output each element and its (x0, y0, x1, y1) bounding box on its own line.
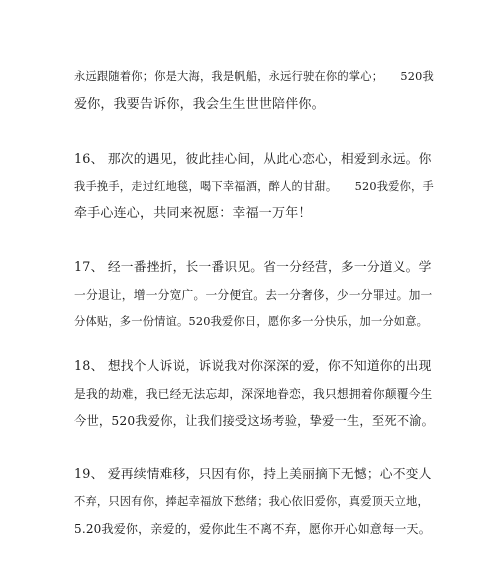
p2-line-1: 一分退让，增一分宽广。一分便宜。去一分奢侈，少一分罪过。加一 (74, 288, 433, 302)
p1-line-1: 我手挽手，走过红地毯，喝下幸福酒，醉人的甘甜。 520我爱你，手 (74, 180, 434, 193)
p0-line-0: 永远跟随着你；你是大海，我是帆船，永远行驶在你的掌心； 520我 (74, 70, 434, 83)
p3-line-1: 是我的劫难，我已经无法忘却，深深地眷恋，我只想拥着你颠覆今生 (74, 387, 433, 401)
p1-line-2: 牵手心连心，共同来祝愿：幸福一万年！ (74, 206, 312, 221)
p2-line-0: 17、 经一番挫折，长一番识见。省一分经营，多一分道义。学 (74, 260, 432, 275)
p4-line-0: 19、 爱再续情难移，只因有你，持上美丽摘下无憾；心不变人 (74, 467, 432, 482)
p1-line-0: 16、 那次的遇见，彼此挂心间，从此心恋心，相爱到永远。你 (74, 152, 432, 167)
p2-line-2: 分体贴，多一份情谊。520我爱你日，愿你多一分快乐，加一分如意。 (74, 315, 429, 328)
p0-line-1: 爱你，我要告诉你，我会生生世世陪伴你。 (74, 97, 325, 112)
p3-line-2: 今世，520我爱你，让我们接受这场考验，挚爱一生，至死不渝。 (74, 414, 435, 428)
p4-line-2: 5.20我爱你，亲爱的，爱你此生不离不弃，愿你开心如意每一天。 (74, 522, 431, 536)
p3-line-0: 18、 想找个人诉说，诉说我对你深深的爱，你不知道你的出现 (74, 359, 432, 374)
p4-line-1: 不弃，只因有你，捧起幸福放下愁绪；我心依旧爱你，真爱顶天立地， (74, 495, 429, 508)
